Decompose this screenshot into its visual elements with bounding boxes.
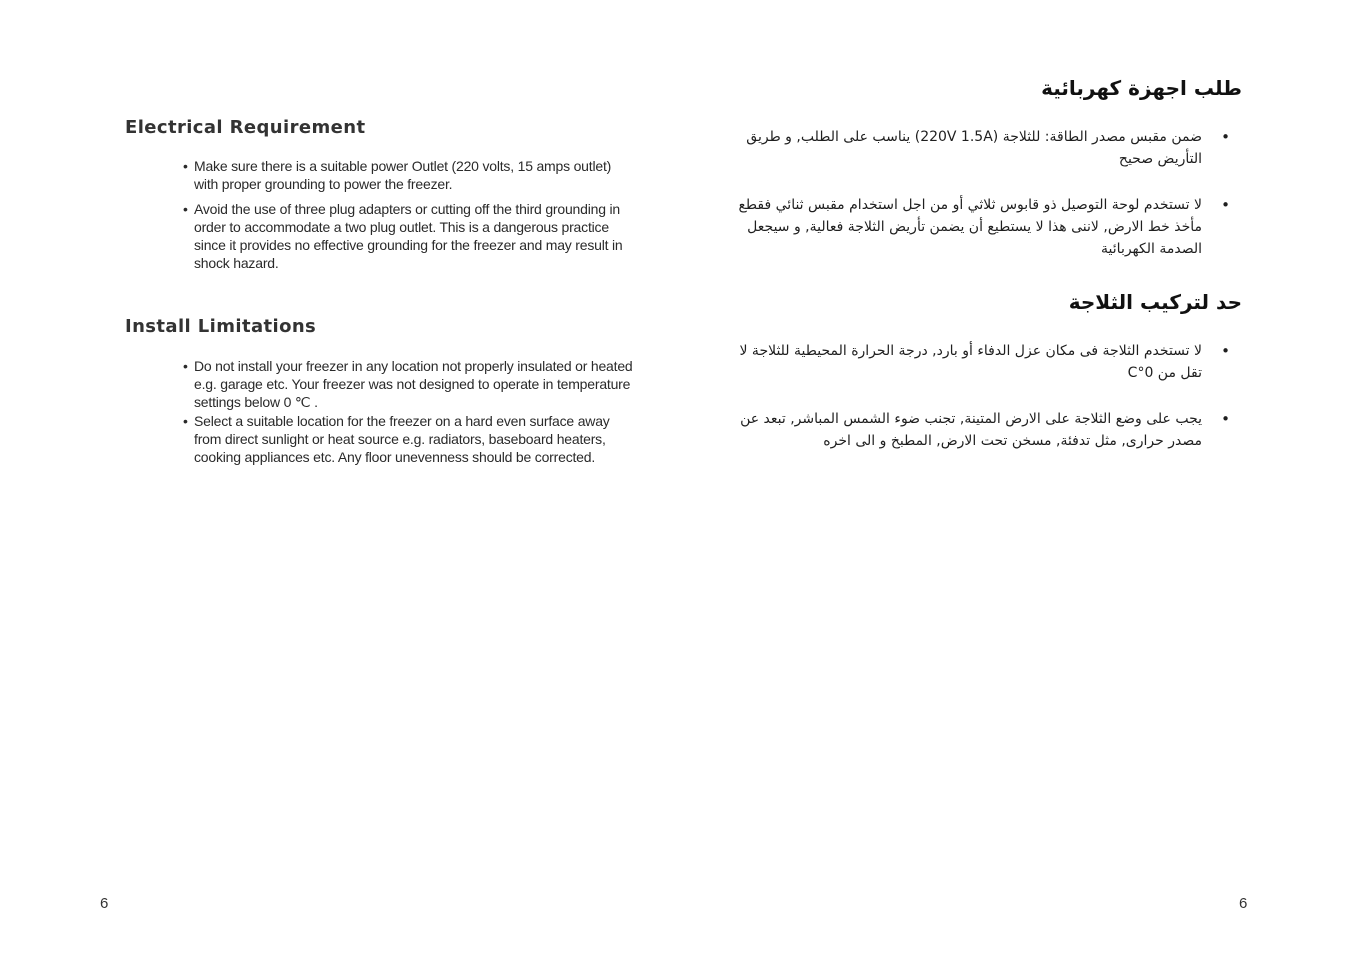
bullet-icon: • [1221, 410, 1230, 428]
list-item [183, 357, 633, 411]
list-item [722, 126, 1230, 170]
bullet-icon: • [1221, 196, 1230, 214]
list-item [722, 194, 1230, 260]
list-item-text: يجب على وضع الثلاجة على الارض المتينة, تجنب ضوء الشمس المباشر, تبعد عن مصدر حرارى, مثل تدفئة, مسخن تحت الارض, المطبخ و الى اخره [740, 411, 1202, 449]
arabic-page [675, 0, 1350, 954]
list-item [722, 408, 1230, 452]
electrical-requirement-heading-ar: طلب اجهزة كهربائية [1041, 76, 1242, 100]
bullet-icon: • [1221, 128, 1230, 146]
electrical-requirement-heading: Electrical Requirement [125, 117, 366, 138]
list-item [722, 340, 1230, 384]
list-item [183, 412, 633, 466]
install-limitations-heading: Install Limitations [125, 316, 317, 337]
install-limitations-heading-ar: حد لتركيب الثلاجة [1068, 290, 1242, 314]
list-item-text: Select a suitable location for the freezer on a hard even surface away from direct sunlight or heat source e.g. radiators, baseboard heaters, cooking appliances etc. Any floor unevenness should be corrected. [194, 413, 610, 465]
bullet-icon: • [183, 358, 188, 374]
electrical-requirement-list-ar [722, 126, 1230, 284]
bullet-icon: • [1221, 342, 1230, 360]
install-limitations-list [183, 357, 633, 467]
list-item-text: لا تستخدم لوحة التوصيل ذو قابوس ثلاثي أو من اجل استخدام مقبس ثنائي فقطع مأخذ خط الارض, لاننى هذا لا يستطيع أن يضمن تأريض الثلاجة فعالية, و سيجعل الصدمة الكهربائية [738, 197, 1202, 257]
bullet-icon: • [183, 413, 188, 429]
list-item-text: لا تستخدم الثلاجة فى مكان عزل الدفاء أو بارد, درجة الحرارة المحيطية للثلاجة لا تقل من 0°C [739, 343, 1202, 381]
list-item-text: Make sure there is a suitable power Outlet (220 volts, 15 amps outlet) with proper grounding to power the freezer. [194, 158, 612, 192]
list-item-text: Do not install your freezer in any location not properly insulated or heated e.g. garage etc. Your freezer was not designed to operate in temperature settings below 0 ℃ . [194, 358, 633, 410]
list-item-text: ضمن مقبس مصدر الطاقة: للثلاجة (220V 1.5A) يناسب على الطلب, و طريق التأريض صحيح [746, 129, 1202, 167]
list-item-text: Avoid the use of three plug adapters or cutting off the third grounding in order to accommodate a two plug outlet. This is a dangerous practice since it provides no effective grounding for the freezer and may result in shock hazard. [194, 201, 623, 271]
bullet-icon: • [183, 158, 188, 174]
electrical-requirement-list [183, 157, 633, 279]
list-item [183, 200, 633, 272]
bullet-icon: • [183, 201, 188, 217]
page-number: 6 [100, 895, 109, 912]
install-limitations-list-ar [722, 340, 1230, 476]
list-item [183, 157, 633, 193]
page-number: 6 [1239, 895, 1248, 912]
